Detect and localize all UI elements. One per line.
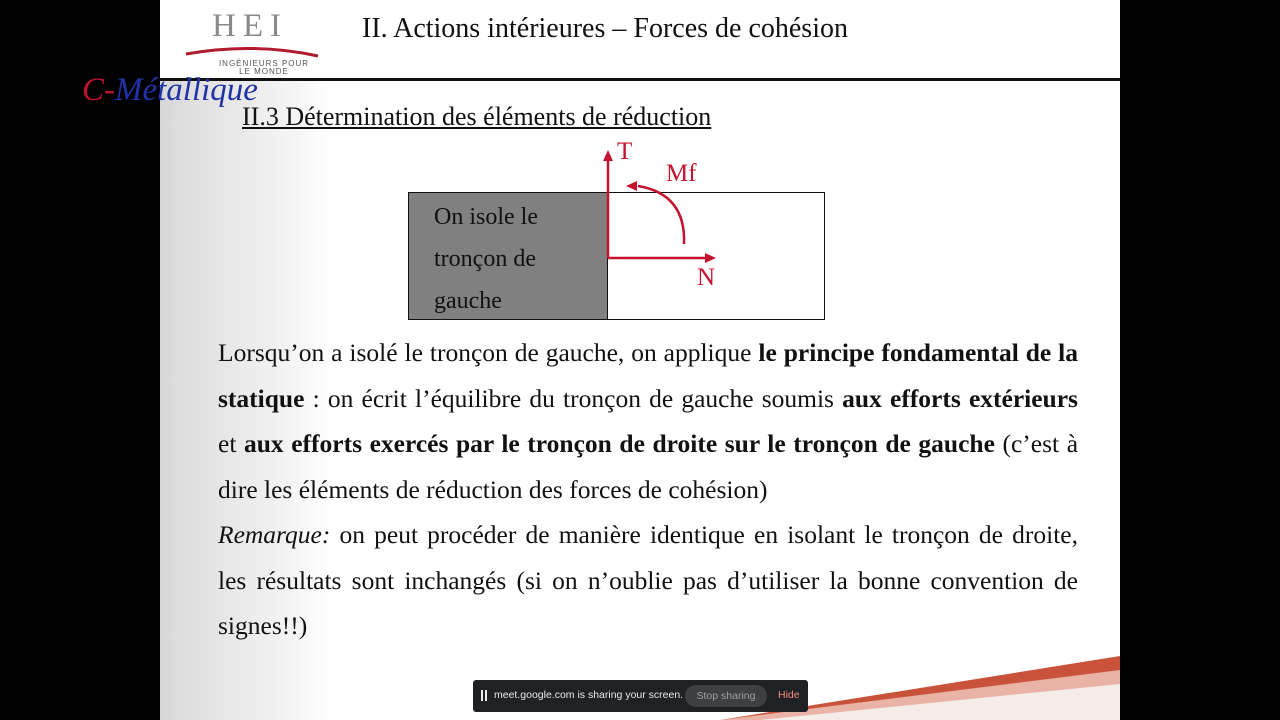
watermark-word: Métallique <box>115 72 258 108</box>
slide-body <box>218 330 1078 649</box>
axis-n-label: N <box>697 264 716 291</box>
text-run: aux efforts extérieurs <box>842 383 1078 413</box>
text-run: le principe fondamental de la statique <box>218 338 1078 413</box>
text-run: (c’est à dire les éléments de réduction des forces de cohésion) <box>218 429 1079 504</box>
section-heading: II.3 Détermination des éléments de réduction <box>242 102 712 131</box>
share-message: meet.google.com is sharing your screen. <box>494 689 684 701</box>
logo-tagline: INGÉNIEURS POUR LE MONDE <box>218 59 310 76</box>
c-metallique-watermark <box>82 72 258 109</box>
remark-paragraph <box>218 512 1078 649</box>
stop-sharing-button[interactable]: Stop sharing <box>685 685 767 707</box>
text-run: on peut procéder de manière identique en isolant le tronçon de droite, les résultats sont inchangés (si on n’oublie pas d’utiliser la bonne convention de signes!!) <box>218 520 1078 640</box>
watermark-prefix: C- <box>82 72 115 108</box>
text-run: et <box>218 429 244 458</box>
section-cut-diagram <box>408 140 828 325</box>
slide-title: II. Actions intérieures – Forces de cohésion <box>362 13 848 44</box>
text-run: aux efforts exercés par le tronçon de droite sur le tronçon de gauche <box>243 429 995 458</box>
hide-button[interactable]: Hide <box>778 689 800 701</box>
text-run: : on écrit l’équilibre du tronçon de gauche soumis <box>304 383 843 413</box>
screen-share-bar <box>473 680 808 712</box>
axis-t-label: T <box>617 138 633 165</box>
force-arrows-icon <box>408 140 828 325</box>
text-run: Lorsqu’on a isolé le tronçon de gauche, on applique <box>218 338 759 367</box>
pause-icon[interactable] <box>481 690 488 701</box>
left-segment-caption: On isole le tronçon de gauche <box>434 204 538 314</box>
moment-label: Mf <box>666 160 697 187</box>
hei-logo <box>184 6 320 74</box>
slide-header <box>160 0 1120 81</box>
text-run: Remarque: <box>218 520 331 549</box>
logo-wordmark: HEI <box>212 8 288 44</box>
body-paragraph <box>218 330 1078 512</box>
slide <box>160 0 1120 720</box>
